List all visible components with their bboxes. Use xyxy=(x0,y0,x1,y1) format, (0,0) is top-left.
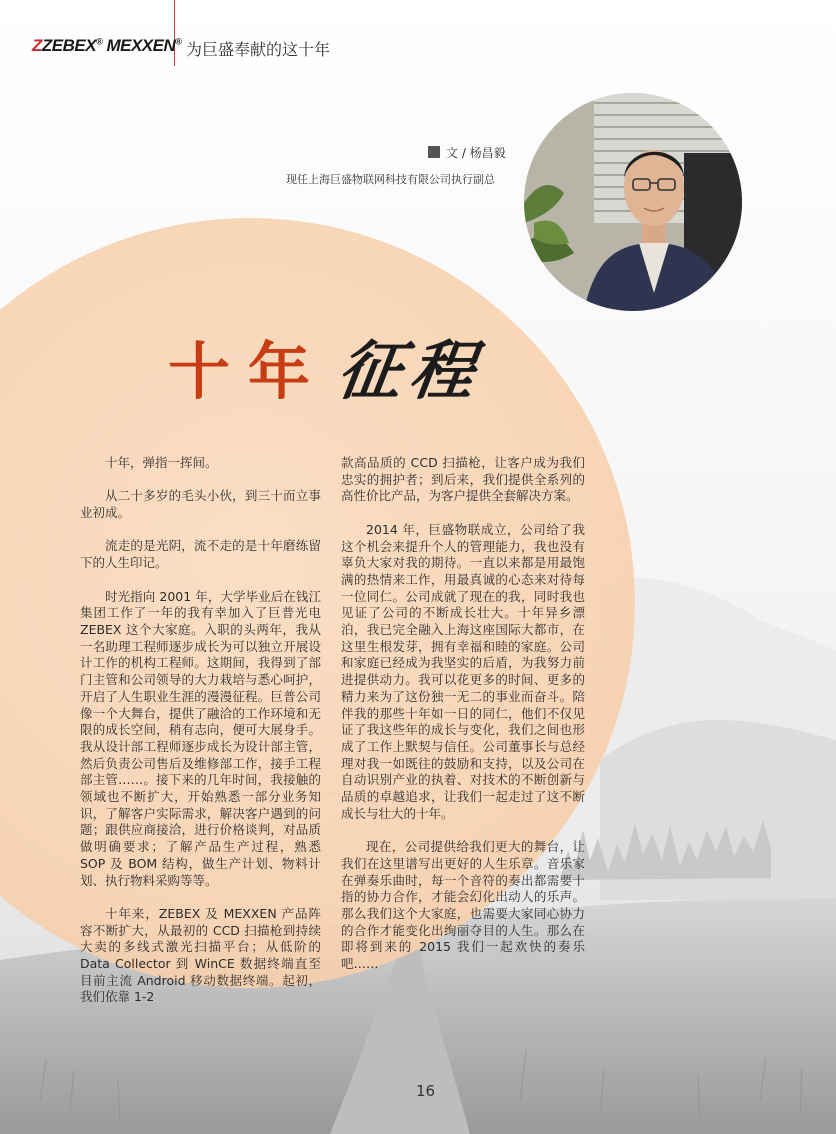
brand-logo: ZZEBEX® MEXXEN® xyxy=(32,36,182,55)
paragraph: 时光指向 2001 年，大学毕业后在钱江集团工作了一年的我有幸加入了巨普光电 ZEBEX 这个大家庭。入职的头两年，我从一名助理工程师逐步成长为可以独立开展设计工作的机构工程师。这期间，我得到了部门主管和公司领导的大力栽培与悉心呵护，开启了人生职业生涯的漫漫征程。巨普公司像一个大舞台，提供了融洽的工作环境和无限的成长空间，稍有志向，便可大展身手。我从设计部工程师逐步成长为设计部主管，然后负责公司售后及维修部工作，接手工程部主管……。接下来的几年时间，我接触的领域也不断扩大，开始熟悉一部分业务知识，了解客户实际需求，解决客户遇到的问题；跟供应商接洽，进行价格谈判，对品质做明确要求；了解产品生产过程，熟悉 SOP 及 BOM 结构，做生产计划、物料计划、执行物料采购等等。 xyxy=(80,588,321,888)
paragraph: 流走的是光阴，流不走的是十年磨练留下的人生印记。 xyxy=(80,538,321,571)
paragraph-continued: 款高品质的 CCD 扫描枪，让客户成为我们忠实的拥护者；到后来，我们提供全系列的高性价比产品，为客户提供全套解决方案。 xyxy=(341,455,585,504)
title-calligraphy-part: 征程 xyxy=(332,334,488,409)
page-number: 16 xyxy=(416,1082,436,1100)
square-bullet-icon xyxy=(428,146,440,158)
article-left-column xyxy=(80,455,321,1023)
author-byline: 文 / 杨昌毅 xyxy=(428,144,506,161)
author-position: 现任上海巨盛物联网科技有限公司执行副总 xyxy=(286,173,495,186)
title-print-part: 十年 xyxy=(168,335,329,408)
paragraph: 现在，公司提供给我们更大的舞台，让我们在这里谱写出更好的人生乐章。音乐家在弹奏乐曲时，每一个音符的奏出都需要十指的协力合作，才能会幻化出动人的乐声。那么我们这个大家庭，也需要大家同心协力的合作才能变化出绚丽夺目的人生。那么在即将到来的 2015 我们一起欢快的奏乐吧…… xyxy=(341,839,585,972)
paragraph: 2014 年，巨盛物联成立，公司给了我这个机会来提升个人的管理能力，我也没有辜负大家对我的期待。一直以来都是用最饱满的热情来工作，用最真诚的心态来对待每一位同仁。公司成就了现在的我，同时我也见证了公司的不断成长壮大。十年异乡漂泊，我已完全融入上海这座国际大都市，在这里生根发芽，拥有幸福和睦的家庭。公司和家庭已经成为我坚实的后盾，为我努力前进提供动力。我可以花更多的时间、更多的精力来为了这份独一无二的事业而奋斗。陪伴我的那些十年如一日的同仁，他们不仅见证了我这些年的成长与变化，我们之间也形成了工作上默契与信任。公司董事长与总经理对我一如既往的鼓励和支持，以及公司在自动识别产业的执着、对技术的不断创新与品质的卓越追求，让我们一起走过了这不断成长与壮大的十年。 xyxy=(341,521,585,821)
header-divider xyxy=(174,0,175,66)
article-title xyxy=(168,332,488,412)
paragraph: 十年来，ZEBEX 及 MEXXEN 产品阵容不断扩大，从最初的 CCD 扫描枪到持续大卖的多线式激光扫描平台；从低阶的 Data Collector 到 WinCE 数据终端直至目前主流 Android 移动数据终端。起初，我们依靠 1-2 xyxy=(80,905,321,1005)
article-right-column xyxy=(341,455,585,989)
header-title: 为巨盛奉献的这十年 xyxy=(186,40,331,59)
author-portrait-photo xyxy=(524,93,742,311)
paragraph: 从二十多岁的毛头小伙，到三十而立事业初成。 xyxy=(80,488,321,521)
paragraph: 十年，弹指一挥间。 xyxy=(105,455,218,470)
page-header xyxy=(0,0,836,70)
